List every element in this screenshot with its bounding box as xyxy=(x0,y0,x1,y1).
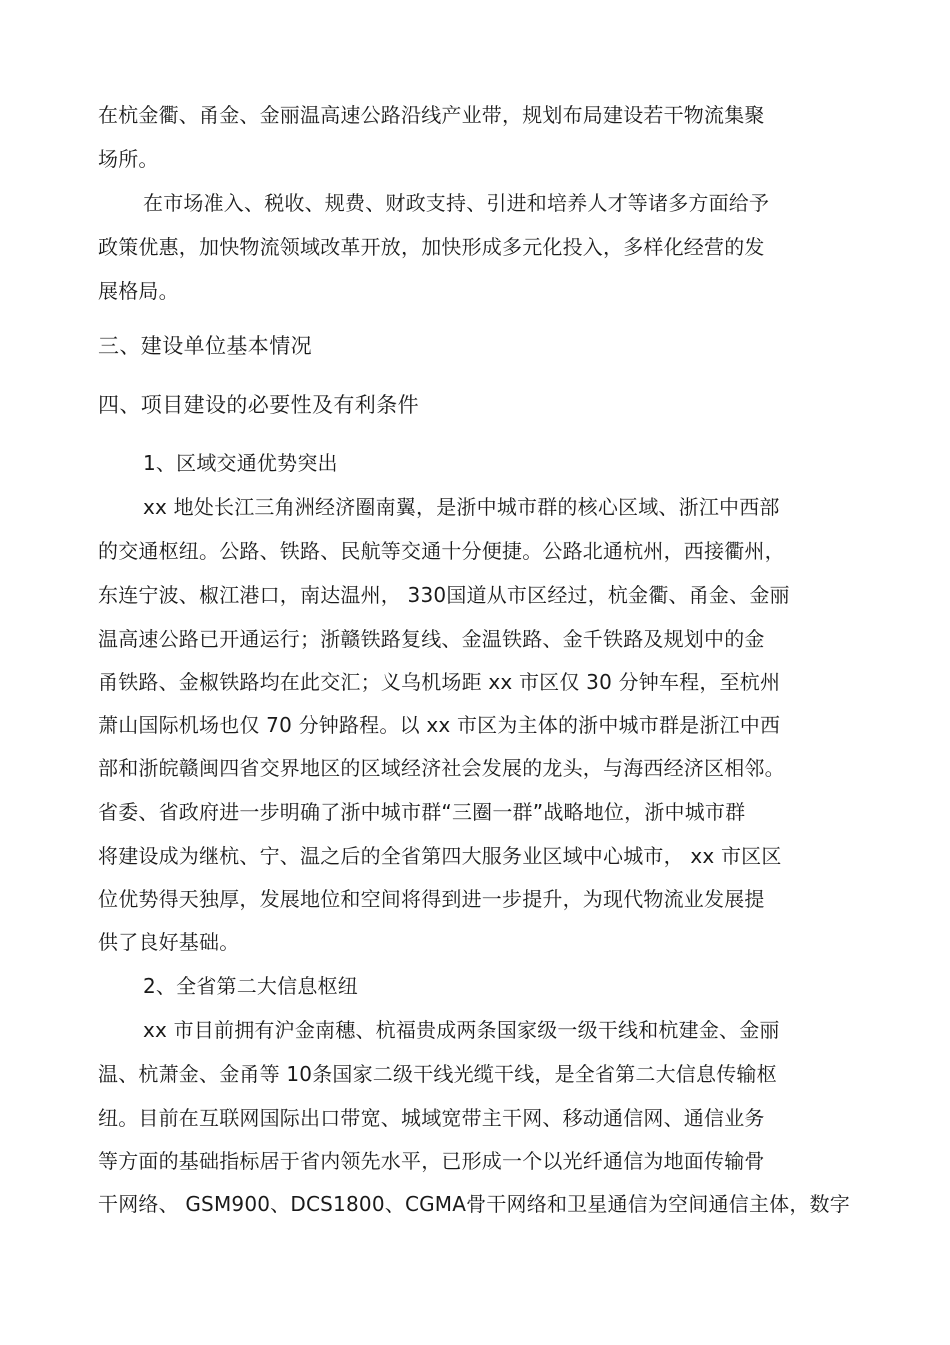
body-text-line: 政策优惠，加快物流领域改革开放，加快形成多元化投入，多样化经营的发 xyxy=(98,235,765,259)
body-text-line: 省委、省政府进一步明确了浙中城市群“三圈一群”战略地位，浙中城市群 xyxy=(98,800,746,824)
body-text-line: 干网络、 GSM900、DCS1800、CGMA骨干网络和卫星通信为空间通信主体，数字 xyxy=(98,1192,850,1216)
body-text-line: 等方面的基础指标居于省内领先水平，已形成一个以光纤通信为地面传输骨 xyxy=(98,1149,765,1173)
section-heading: 四、项目建设的必要性及有利条件 xyxy=(98,393,419,417)
body-text-line: 将建设成为继杭、宁、温之后的全省第四大服务业区域中心城市， xx 市区区 xyxy=(98,844,782,868)
body-text-line: 的交通枢纽。公路、铁路、民航等交通十分便捷。公路北通杭州，西接衢州， xyxy=(98,539,785,563)
body-text-line: 温高速公路已开通运行；浙赣铁路复线、金温铁路、金千铁路及规划中的金 xyxy=(98,627,765,651)
body-text-line: 在杭金衢、甬金、金丽温高速公路沿线产业带，规划布局建设若干物流集聚 xyxy=(98,103,765,127)
subsection-heading: 2、全省第二大信息枢纽 xyxy=(143,974,358,998)
body-text-line: 东连宁波、椒江港口，南达温州， 330国道从市区经过，杭金衢、甬金、金丽 xyxy=(98,583,790,607)
body-text-line: 纽。目前在互联网国际出口带宽、城域宽带主干网、移动通信网、通信业务 xyxy=(98,1106,765,1130)
paragraph-first-line: xx 市目前拥有沪金南穗、杭福贵成两条国家级一级干线和杭建金、金丽 xyxy=(143,1018,780,1042)
body-text-line: 场所。 xyxy=(98,147,159,171)
section-heading: 三、建设单位基本情况 xyxy=(98,334,312,358)
paragraph-first-line: 在市场准入、税收、规费、财政支持、引进和培养人才等诸多方面给予 xyxy=(143,191,770,215)
body-text-line: 温、杭萧金、金甬等 10条国家二级干线光缆干线，是全省第二大信息传输枢 xyxy=(98,1062,777,1086)
body-text-line: 位优势得天独厚，发展地位和空间将得到进一步提升，为现代物流业发展提 xyxy=(98,887,765,911)
body-text-line: 部和浙皖赣闽四省交界地区的区域经济社会发展的龙头，与海西经济区相邻。 xyxy=(98,756,785,780)
body-text-line: 萧山国际机场也仅 70 分钟路程。以 xx 市区为主体的浙中城市群是浙江中西 xyxy=(98,713,781,737)
body-text-line: 供了良好基础。 xyxy=(98,930,240,954)
subsection-heading: 1、区域交通优势突出 xyxy=(143,451,338,475)
body-text-line: 甬铁路、金椒铁路均在此交汇；义乌机场距 xx 市区仅 30 分钟车程，至杭州 xyxy=(98,670,781,694)
paragraph-first-line: xx 地处长江三角洲经济圈南翼，是浙中城市群的核心区域、浙江中西部 xyxy=(143,495,780,519)
body-text-line: 展格局。 xyxy=(98,279,179,303)
